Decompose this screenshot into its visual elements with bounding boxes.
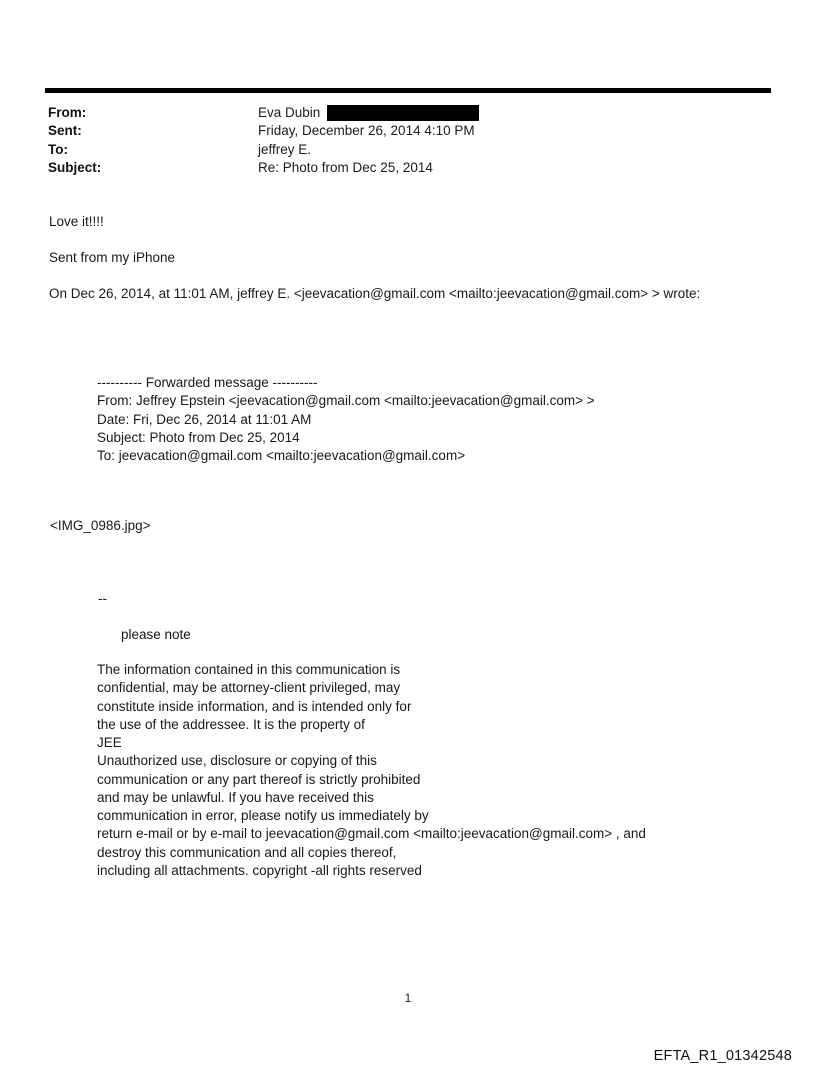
please-note-heading: please note bbox=[121, 627, 191, 642]
header-row-sent bbox=[48, 122, 479, 140]
forwarded-date-line: Date: Fri, Dec 26, 2014 at 11:01 AM bbox=[97, 411, 312, 427]
disclaimer-line: destroy this communication and all copies thereof, bbox=[97, 844, 397, 860]
forwarded-subject-line: Subject: Photo from Dec 25, 2014 bbox=[97, 429, 300, 445]
from-value bbox=[258, 104, 479, 122]
disclaimer-line: JEE bbox=[97, 735, 122, 750]
disclaimer-line: return e-mail or by e-mail to jeevacation@gmail.com <mailto:jeevacation@gmail.com> , and bbox=[97, 826, 646, 842]
sent-label: Sent: bbox=[48, 123, 82, 139]
forwarded-message-header bbox=[97, 374, 595, 465]
disclaimer-line: the use of the addressee. It is the property of bbox=[97, 716, 365, 732]
legal-disclaimer bbox=[97, 661, 646, 880]
to-label: To: bbox=[48, 141, 68, 157]
bates-number: EFTA_R1_01342548 bbox=[653, 1048, 792, 1064]
disclaimer-line: and may be unlawful. If you have received this bbox=[97, 789, 374, 805]
quote-attribution-line: On Dec 26, 2014, at 11:01 AM, jeffrey E. <jeevacation@gmail.com <mailto:jeevacation@gmail.com> > wrote: bbox=[49, 286, 701, 301]
signature-divider: -- bbox=[98, 591, 107, 606]
attachment-placeholder: <IMG_0986.jpg> bbox=[50, 518, 151, 533]
header-row-to bbox=[48, 141, 479, 159]
subject-value: Re: Photo from Dec 25, 2014 bbox=[258, 159, 433, 175]
page-number: 1 bbox=[404, 991, 412, 1005]
from-label: From: bbox=[48, 105, 87, 120]
disclaimer-line: communication or any part thereof is strictly prohibited bbox=[97, 771, 421, 787]
forwarded-to-line: To: jeevacation@gmail.com <mailto:jeevacation@gmail.com> bbox=[97, 448, 466, 464]
forwarded-from-line: From: Jeffrey Epstein <jeevacation@gmail.com <mailto:jeevacation@gmail.com> > bbox=[97, 393, 595, 409]
reply-text: Love it!!!! bbox=[49, 214, 104, 229]
header-row-from bbox=[48, 104, 479, 122]
disclaimer-line: The information contained in this communication is bbox=[97, 662, 401, 677]
header-divider-rule bbox=[45, 88, 771, 93]
disclaimer-line: including all attachments. copyright -all rights reserved bbox=[97, 862, 422, 878]
to-value: jeffrey E. bbox=[258, 141, 312, 157]
disclaimer-line: Unauthorized use, disclosure or copying of this bbox=[97, 753, 377, 769]
email-header bbox=[48, 104, 479, 177]
subject-label: Subject: bbox=[48, 159, 102, 175]
disclaimer-line: constitute inside information, and is intended only for bbox=[97, 698, 412, 714]
sent-value: Friday, December 26, 2014 4:10 PM bbox=[258, 123, 475, 139]
disclaimer-line: communication in error, please notify us immediately by bbox=[97, 808, 429, 823]
forwarded-divider: ---------- Forwarded message ---------- bbox=[97, 375, 318, 390]
sent-from-iphone-signature: Sent from my iPhone bbox=[49, 250, 176, 265]
from-value-text: Eva Dubin bbox=[258, 105, 321, 120]
redaction-box bbox=[327, 105, 479, 121]
disclaimer-line: confidential, may be attorney-client privileged, may bbox=[97, 680, 401, 696]
header-row-subject bbox=[48, 159, 479, 177]
